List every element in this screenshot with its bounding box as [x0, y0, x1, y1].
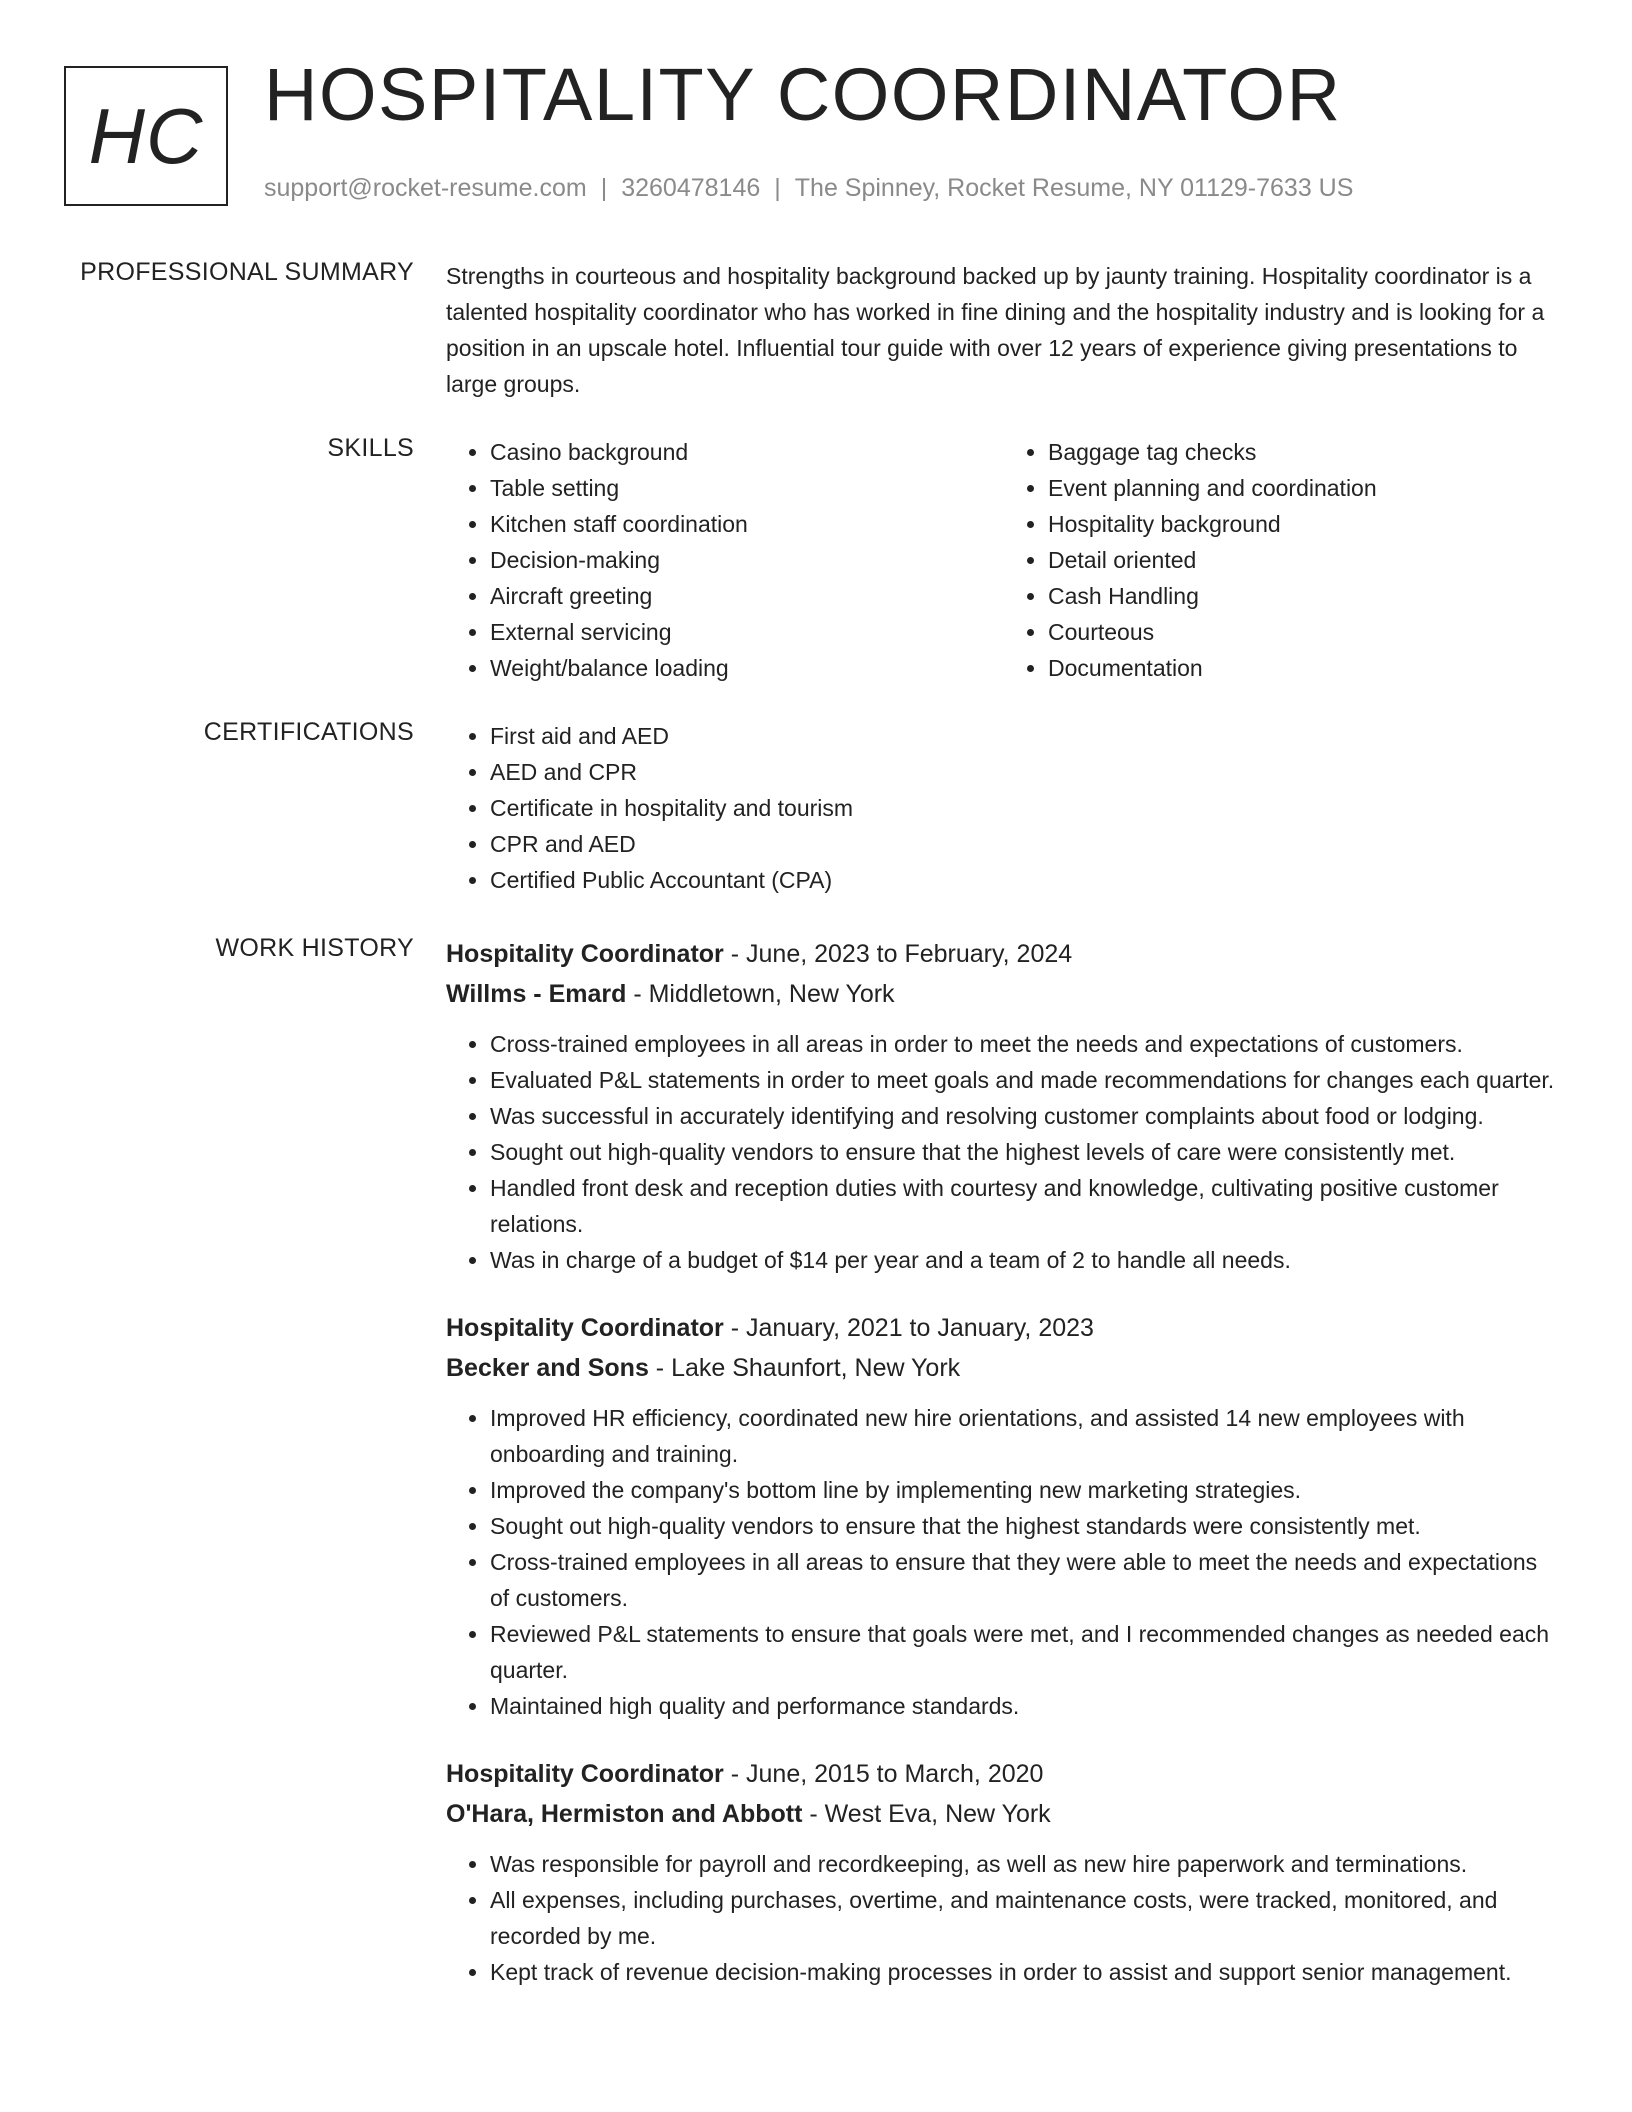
- certification-item: • Certificate in hospitality and tourism: [490, 790, 1562, 826]
- job-title-line: [446, 1308, 1562, 1348]
- skill-item: • Table setting: [490, 470, 1004, 506]
- skill-item: • Aircraft greeting: [490, 578, 1004, 614]
- contact-line: [264, 174, 1353, 203]
- skill-item: • Kitchen staff coordination: [490, 506, 1004, 542]
- job-duty-item: • Was responsible for payroll and recordkeeping, as well as new hire paperwork and terminations.: [490, 1846, 1562, 1882]
- job-duty-item: • Improved HR efficiency, coordinated new hire orientations, and assisted 14 new employees with onboarding and training.: [490, 1400, 1562, 1472]
- contact-phone[interactable]: 3260478146: [621, 174, 761, 202]
- contact-email[interactable]: support@rocket-resume.com: [264, 174, 587, 202]
- skill-item: • Hospitality background: [1048, 506, 1562, 542]
- skill-item: • Decision-making: [490, 542, 1004, 578]
- job-location: - Lake Shaunfort, New York: [648, 1354, 961, 1382]
- job-duty-item: • Handled front desk and reception duties with courtesy and knowledge, cultivating positive customer relations.: [490, 1170, 1562, 1242]
- skill-item: • Weight/balance loading: [490, 650, 1004, 686]
- job-company: Becker and Sons: [446, 1354, 649, 1382]
- job-duty-item: • Reviewed P&L statements to ensure that goals were met, and I recommended changes as needed each quarter.: [490, 1616, 1562, 1688]
- job-dates: - June, 2015 to March, 2020: [723, 1760, 1044, 1788]
- job-dates: - June, 2023 to February, 2024: [723, 940, 1073, 968]
- job-duty-item: • All expenses, including purchases, overtime, and maintenance costs, were tracked, monitored, and recorded by me.: [490, 1882, 1562, 1954]
- skill-item: • Courteous: [1048, 614, 1562, 650]
- skill-item: • Casino background: [490, 434, 1004, 470]
- job-duties-list: [446, 1026, 1562, 1278]
- job-duty-item: • Sought out high-quality vendors to ensure that the highest standards were consistently met.: [490, 1508, 1562, 1544]
- job-entry: [446, 1308, 1562, 1724]
- section-label-work-history: WORK HISTORY: [215, 934, 414, 962]
- job-company: Willms - Emard: [446, 980, 627, 1008]
- job-entry: [446, 934, 1562, 1278]
- skill-item: • Event planning and coordination: [1048, 470, 1562, 506]
- skills-body: [446, 434, 1562, 686]
- job-title: Hospitality Coordinator: [446, 940, 724, 968]
- job-entry: [446, 1754, 1562, 1990]
- skill-item: • Detail oriented: [1048, 542, 1562, 578]
- contact-separator: |: [774, 174, 781, 202]
- certification-item: • Certified Public Accountant (CPA): [490, 862, 1562, 898]
- work-history-body: [446, 934, 1562, 2020]
- job-duty-item: • Was successful in accurately identifying and resolving customer complaints about food or lodging.: [490, 1098, 1562, 1134]
- skill-item: • External servicing: [490, 614, 1004, 650]
- resume-title: HOSPITALITY COORDINATOR: [264, 53, 1342, 136]
- job-duty-item: • Improved the company's bottom line by implementing new marketing strategies.: [490, 1472, 1562, 1508]
- job-duty-item: • Cross-trained employees in all areas to ensure that they were able to meet the needs and expectations of customers.: [490, 1544, 1562, 1616]
- certification-item: • First aid and AED: [490, 718, 1562, 754]
- skills-list-right: [1004, 434, 1562, 686]
- section-label-certifications: CERTIFICATIONS: [203, 718, 414, 746]
- job-duty-item: • Cross-trained employees in all areas in order to meet the needs and expectations of customers.: [490, 1026, 1562, 1062]
- job-company-line: [446, 1348, 1562, 1388]
- contact-separator: |: [600, 174, 608, 202]
- job-duty-item: • Sought out high-quality vendors to ensure that the highest levels of care were consistently met.: [490, 1134, 1562, 1170]
- job-location: - Middletown, New York: [626, 980, 895, 1008]
- summary-body: [446, 258, 1562, 402]
- job-duty-item: • Was in charge of a budget of $14 per year and a team of 2 to handle all needs.: [490, 1242, 1562, 1278]
- job-title: Hospitality Coordinator: [446, 1314, 724, 1342]
- skill-item: • Cash Handling: [1048, 578, 1562, 614]
- certifications-list: [446, 718, 1562, 898]
- job-company-line: [446, 974, 1562, 1014]
- job-location: - West Eva, New York: [802, 1800, 1051, 1828]
- job-duties-list: [446, 1400, 1562, 1724]
- certifications-body: [446, 718, 1562, 898]
- job-company: O'Hara, Hermiston and Abbott: [446, 1800, 803, 1828]
- job-duties-list: [446, 1846, 1562, 1990]
- job-duty-item: • Evaluated P&L statements in order to meet goals and made recommendations for changes each quarter.: [490, 1062, 1562, 1098]
- certification-item: • CPR and AED: [490, 826, 1562, 862]
- job-duty-item: • Kept track of revenue decision-making processes in order to assist and support senior management.: [490, 1954, 1562, 1990]
- job-title: Hospitality Coordinator: [446, 1760, 724, 1788]
- section-label-summary: PROFESSIONAL SUMMARY: [80, 258, 414, 286]
- job-dates: - January, 2021 to January, 2023: [723, 1314, 1094, 1342]
- job-title-line: [446, 1754, 1562, 1794]
- skills-list-left: [446, 434, 1004, 686]
- job-duty-item: • Maintained high quality and performance standards.: [490, 1688, 1562, 1724]
- skill-item: • Documentation: [1048, 650, 1562, 686]
- job-title-line: [446, 934, 1562, 974]
- summary-text: Strengths in courteous and hospitality background backed up by jaunty training. Hospitality coordinator is a talented hospitality coordinator who has worked in fine dining and the hospitality industry and is looking for a position in an upscale hotel. Influential tour guide with over 12 years of experience giving presentations to large groups.: [446, 263, 1545, 397]
- monogram-logo: HC: [64, 66, 228, 206]
- section-label-skills: SKILLS: [327, 434, 414, 462]
- skill-item: • Baggage tag checks: [1048, 434, 1562, 470]
- certification-item: • AED and CPR: [490, 754, 1562, 790]
- contact-address: The Spinney, Rocket Resume, NY 01129-7633 US: [794, 174, 1354, 202]
- job-company-line: [446, 1794, 1562, 1834]
